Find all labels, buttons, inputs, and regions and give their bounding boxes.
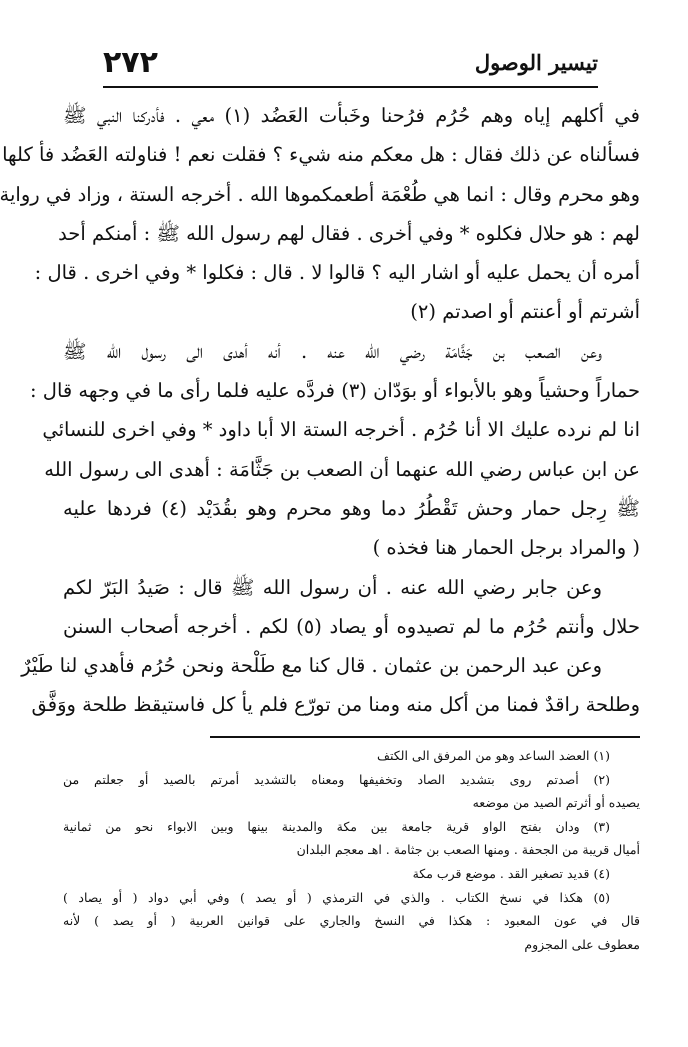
running-title: تيسير الوصول bbox=[474, 49, 598, 75]
footnote-line: (٤) قديد تصغير القد . موضع قرب مكة bbox=[412, 865, 610, 881]
text-line: حلال وأنتم حُرُم ما لم تصيدوه أو يصاد (٥) لكم . أخرجه أصحاب السنن bbox=[63, 614, 640, 638]
text-line: ( والمراد برجل الحمار هنا فخذه ) bbox=[372, 536, 640, 560]
text-line: في أكلهم إياه وهم حُرُم فرُحنا وخَبأت العَضُد (١) معي . فأدركنا النبي ﷺ bbox=[63, 104, 640, 127]
text-line: وهو محرم وقال : انما هي طُعْمَة أطعمكموها الله . أخرجه الستة ، وزاد في رواية bbox=[0, 182, 640, 206]
main-text bbox=[0, 96, 640, 736]
footnote-line: أميال قريبة من الجحفة . ومنها الصعب بن جثامة . اهـ معجم البلدان bbox=[296, 842, 640, 858]
footnote-line: (١) العضد الساعد وهو من المرفق الى الكتف bbox=[377, 748, 610, 763]
text-line: انا لم نرده عليك الا أنا حُرُم . أخرجه الستة الا أبا داود * وفي اخرى للنسائي bbox=[42, 418, 640, 442]
footnotes bbox=[63, 744, 640, 994]
text-line: ﷺ رِجل حمار وحش تَقْطُرُ دما وهو محرم وهو بقُدَيْد (٤) فردها عليه bbox=[63, 496, 640, 520]
header-divider bbox=[103, 86, 598, 88]
footnote-line: يصيده أو أثرتم الصيد من موضعه bbox=[472, 795, 640, 811]
text-line: عن ابن عباس رضي الله عنهما أن الصعب بن جَثَّامَة : أهدى الى رسول الله bbox=[44, 457, 640, 481]
page-header bbox=[103, 40, 598, 84]
page-number: ٢٧٢ bbox=[103, 44, 158, 80]
text-line: وعن عبد الرحمن بن عثمان . قال كنا مع طَلْحة ونحن حُرُم فأهدي لنا طَيْرٌ bbox=[21, 654, 602, 678]
text-line: وعن الصعب بن جَثَّامَة رضي الله عنه . أنه أهدى الى رسول الله ﷺ bbox=[63, 339, 602, 363]
footnote-line: (٢) أصدتم روى بتشديد الصاد وتخفيفها ومعناه بالتشديد أمرتم بالصيد أو جعلتم من bbox=[63, 771, 610, 787]
footnote-line: (٣) ودان بفتح الواو قرية جامعة بين مكة والمدينة بينها وبين الابواء نحو من ثمانية bbox=[63, 818, 610, 834]
footnote-line: معطوف على المجزوم bbox=[524, 936, 640, 952]
text-line: أمره أن يحمل عليه أو اشار اليه ؟ قالوا لا . قال : فكلوا * وفي اخرى . قال : bbox=[34, 261, 640, 285]
footnote-divider bbox=[210, 736, 640, 738]
footnote-line: (٥) هكذا في نسخ الكتاب . والذي في الترمذي ( أو يصد ) وفي أبي دواد ( أو يصاد ) bbox=[63, 889, 610, 905]
text-line: وطلحة راقدٌ فمنا من أكل منه ومنا من تورّع فلم يأ كل فاستيقظ طلحة ووَفَّق bbox=[31, 693, 640, 717]
text-line: وعن جابر رضي الله عنه . أن رسول الله ﷺ قال : صَيدُ البَرّ لكم bbox=[63, 575, 602, 599]
text-line: أشرتم أو أعنتم أو اصدتم (٢) bbox=[410, 300, 640, 324]
footnote-line: قال في عون المعبود : هكذا في النسخ والجاري على قوانين العربية ( أو يصد ) لأنه bbox=[63, 913, 640, 929]
text-line: فسألناه عن ذلك فقال : هل معكم منه شيء ؟ فقلت نعم ! فناولته العَضُد فأ كلها bbox=[2, 143, 640, 167]
text-line: حماراً وحشياً وهو بالأبواء أو بوَدّان (٣) فردَّه عليه فلما رأى ما في وجهه قال : bbox=[30, 379, 640, 403]
text-line: لهم : هو حلال فكلوه * وفي أخرى . فقال لهم رسول الله ﷺ : أمنكم أحد bbox=[58, 221, 640, 245]
